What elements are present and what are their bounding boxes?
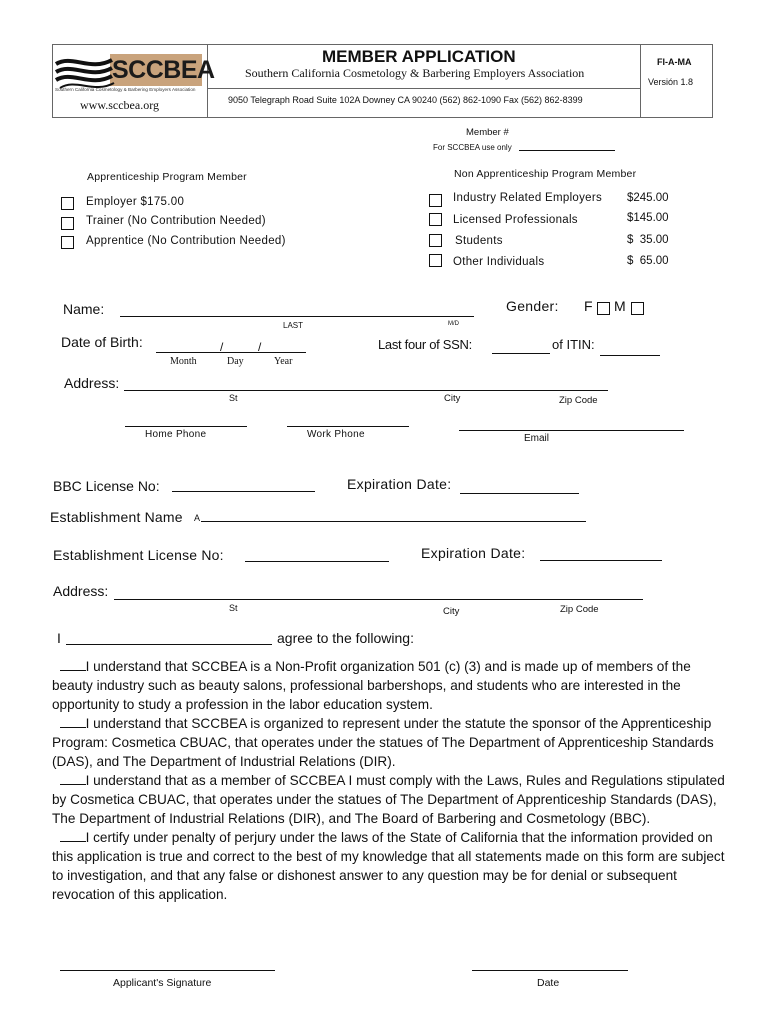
address-field[interactable] [124, 390, 608, 391]
bbc-license-label: BBC License No: [53, 478, 160, 494]
employer-checkbox[interactable] [61, 197, 74, 210]
establishment-zip-caption: Zip Code [560, 604, 599, 615]
email-caption: Email [524, 433, 550, 444]
agreement-intro-suffix: agree to the following: [277, 630, 414, 646]
agreement-name-field[interactable] [66, 644, 272, 645]
licensed-professionals-price: $145.00 [627, 212, 669, 224]
agreement-initial-2[interactable] [60, 715, 86, 728]
itin-label: of ITIN: [552, 337, 595, 352]
member-number-label: Member # [466, 127, 509, 138]
gender-m-checkbox[interactable] [631, 302, 644, 315]
industry-employers-checkbox[interactable] [429, 194, 442, 207]
last-name-caption: LAST [283, 321, 304, 330]
itin-field[interactable] [600, 355, 660, 356]
establishment-city-caption: City [443, 606, 460, 617]
establishment-expiration-label: Expiration Date: [421, 545, 526, 561]
licensed-professionals-checkbox[interactable] [429, 213, 442, 226]
students-price: $ 35.00 [627, 234, 669, 246]
address-st-caption: St [229, 393, 238, 403]
establishment-st-caption: St [229, 603, 238, 613]
ssn-label: Last four of SSN: [378, 337, 472, 352]
work-phone-caption: Work Phone [307, 429, 365, 440]
address-zip-caption: Zip Code [559, 395, 598, 406]
mid-name-caption: M/D [448, 321, 459, 327]
contact-address: 9050 Telegraph Road Suite 102A Downey CA 90240 (562) 862-1090 Fax (562) 862-8399 [228, 95, 583, 105]
page-title: MEMBER APPLICATION [322, 47, 516, 66]
apprenticeship-heading: Apprenticeship Program Member [87, 171, 247, 183]
name-field[interactable] [120, 316, 474, 317]
header-divider-mid [207, 88, 640, 89]
ssn-field[interactable] [492, 353, 550, 354]
header-divider-right [640, 44, 641, 117]
apprentice-checkbox[interactable] [61, 236, 74, 249]
applicant-signature-field[interactable] [60, 970, 275, 971]
gender-f-checkbox[interactable] [597, 302, 610, 315]
agreement-item-4: I certify under penalty of perjury under the laws of the State of California that the information provided on this application is true and correct to the best of my knowledge that all statements made on this form are subject to investigation, and that any false or dishonest answer to any question may be for denial or subsequent revocation of this application. [52, 830, 725, 902]
dob-year-caption: Year [274, 356, 293, 367]
agreement-item-3: I understand that as a member of SCCBEA I must comply with the Laws, Rules and Regulations stipulated by Cosmetica CBUAC, that operates under the statues of The Department of Apprenticeship Standards (DAS), The Department of Industrial Relations (DIR), and The Board of Barbering and Cosmetology (BBC). [52, 773, 725, 826]
apprentice-label: Apprentice (No Contribution Needed) [86, 235, 286, 247]
address-city-caption: City [444, 393, 461, 404]
establishment-name-field[interactable] [201, 521, 586, 522]
agreement-initial-3[interactable] [60, 772, 86, 785]
employer-label: Employer $175.00 [86, 196, 185, 208]
agreement-initial-4[interactable] [60, 829, 86, 842]
dob-separator-1: / [220, 340, 224, 354]
industry-employers-label: Industry Related Employers [453, 192, 603, 204]
establishment-expiration-field[interactable] [540, 560, 662, 561]
member-number-field[interactable] [519, 150, 615, 151]
dob-day-caption: Day [227, 356, 244, 367]
form-version: Versión 1.8 [648, 77, 694, 87]
agreement-paragraphs [52, 657, 732, 904]
other-individuals-price: $ 65.00 [627, 255, 669, 267]
gender-f-label: F [584, 298, 593, 314]
logo-text: SCCBEA [112, 56, 215, 84]
other-individuals-checkbox[interactable] [429, 254, 442, 267]
licensed-professionals-label: Licensed Professionals [453, 214, 578, 226]
bbc-expiration-field[interactable] [460, 493, 579, 494]
gender-label: Gender: [506, 298, 559, 314]
dob-month-caption: Month [170, 356, 197, 367]
agreement-initial-1[interactable] [60, 658, 86, 671]
work-phone-field[interactable] [287, 426, 409, 427]
association-name: Southern California Cosmetology & Barbering Employers Association [245, 66, 585, 80]
home-phone-field[interactable] [125, 426, 247, 427]
trainer-label: Trainer (No Contribution Needed) [86, 215, 266, 227]
agreement-intro-prefix: I [57, 630, 61, 646]
form-code: FI-A-MA [657, 57, 692, 67]
trainer-checkbox[interactable] [61, 217, 74, 230]
logo-subtext: Southern California Cosmetology & Barbering Employers Association [55, 87, 196, 92]
establishment-license-field[interactable] [245, 561, 389, 562]
dob-field[interactable] [156, 352, 306, 353]
signature-date-caption: Date [537, 977, 560, 989]
address-label: Address: [64, 375, 120, 391]
bbc-license-field[interactable] [172, 491, 315, 492]
students-label: Students [455, 235, 503, 247]
dob-label: Date of Birth: [61, 334, 143, 350]
other-individuals-label: Other Individuals [453, 256, 545, 268]
establishment-license-label: Establishment License No: [53, 547, 224, 563]
website-link[interactable]: www.sccbea.org [80, 98, 159, 112]
students-checkbox[interactable] [429, 234, 442, 247]
agreement-item-1: I understand that SCCBEA is a Non-Profit organization 501 (c) (3) and is made up of members of the beauty industry such as beauty salons, professional barbershops, and students who are interested in the opportunity to study a profession in the labor education system. [52, 659, 691, 712]
home-phone-caption: Home Phone [145, 429, 207, 440]
establishment-name-suffix: A [194, 513, 201, 523]
email-field[interactable] [459, 430, 684, 431]
applicant-signature-caption: Applicant's Signature [113, 977, 212, 989]
industry-employers-price: $245.00 [627, 192, 669, 204]
non-apprenticeship-heading: Non Apprenticeship Program Member [454, 168, 637, 180]
signature-date-field[interactable] [472, 970, 628, 971]
establishment-address-field[interactable] [114, 599, 643, 600]
dob-separator-2: / [258, 340, 262, 354]
name-label: Name: [63, 301, 105, 317]
agreement-item-2: I understand that SCCBEA is organized to represent under the statute the sponsor of the Apprenticeship Program: Cosmetica CBUAC, that operates under the statues of The Department of Apprenticeship Standards (DAS), and The Department of Industrial Relations (DIR). [52, 716, 714, 769]
bbc-expiration-label: Expiration Date: [347, 476, 452, 492]
establishment-name-label: Establishment Name [50, 509, 183, 525]
member-number-note: For SCCBEA use only [433, 143, 512, 152]
gender-m-label: M [614, 298, 626, 314]
establishment-address-label: Address: [53, 583, 109, 599]
